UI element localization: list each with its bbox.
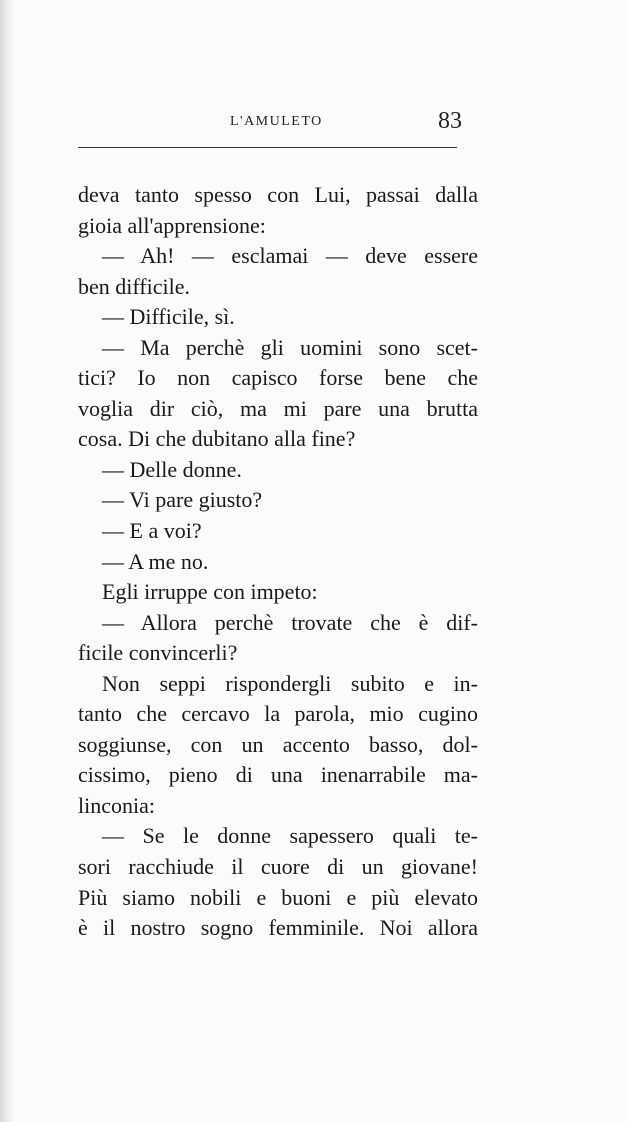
text-line: — Ah! — esclamai — deve essere [102, 243, 478, 269]
text-line: soggiunse, con un accento basso, dol- [78, 731, 478, 757]
text-line: ben difficile. [78, 273, 190, 299]
text-line: è il nostro sogno femminile. Noi allora [78, 915, 478, 941]
text-line: deva tanto spesso con Lui, passai dalla [78, 182, 478, 207]
text-line: — Allora perchè trovate che è dif- [102, 609, 478, 635]
text-line: ficile convincerli? [78, 640, 238, 666]
text-line: — Delle donne. [102, 456, 242, 482]
running-title: L'AMULETO [230, 114, 323, 129]
running-header [0, 108, 628, 148]
text-line: gioia all'apprensione: [78, 212, 266, 238]
text-line: tanto che cercavo la parola, mio cugino [78, 701, 478, 727]
text-line: — Ma perchè gli uomini sono scet- [102, 334, 478, 360]
text-line: Più siamo nobili e buoni e più elevato [78, 884, 478, 910]
text-line: cissimo, pieno di una inenarrabile ma- [78, 762, 478, 788]
text-line: — E a voi? [102, 518, 202, 544]
body-text [78, 180, 478, 944]
text-line: tici? Io non capisco forse bene che [78, 365, 478, 391]
text-line: — A me no. [102, 548, 209, 574]
text-line: voglia dir ciò, ma mi pare una brutta [78, 395, 478, 421]
text-line: — Vi pare giusto? [102, 487, 263, 513]
page-number: 83 [438, 108, 462, 134]
header-rule [78, 147, 457, 148]
text-line: Non seppi rispondergli subito e in- [102, 670, 478, 696]
text-line: — Difficile, sì. [102, 304, 235, 330]
text-line: cosa. Di che dubitano alla fine? [78, 426, 356, 452]
text-line: sori racchiude il cuore di un giovane! [78, 854, 478, 880]
text-line: Egli irruppe con impeto: [102, 579, 318, 605]
page-gutter-shadow [0, 0, 14, 1122]
text-line: linconia: [78, 792, 155, 818]
text-line: — Se le donne sapessero quali te- [102, 823, 478, 849]
